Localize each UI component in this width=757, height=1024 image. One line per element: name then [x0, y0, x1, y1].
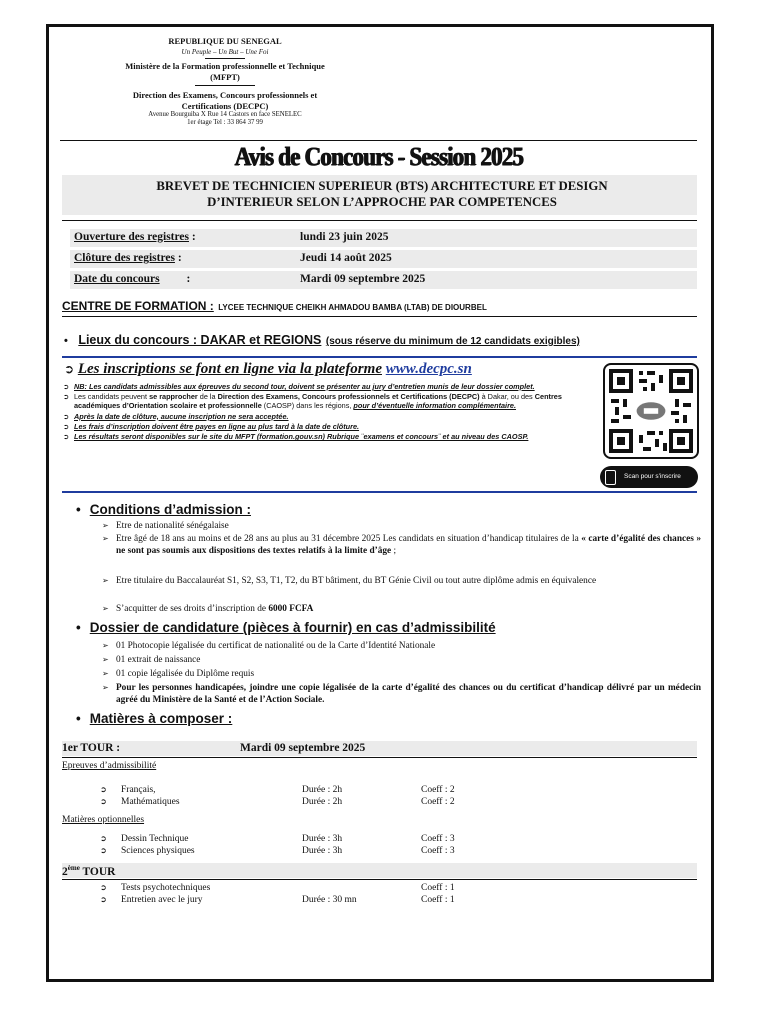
dossier-item [102, 682, 701, 707]
note-fees [63, 422, 593, 431]
tour1-date: Mardi 09 septembre 2025 [240, 742, 366, 754]
dossier-title: Dossier de candidature (pièces à fournir) en cas d’admissibilité [89, 620, 496, 635]
condition-text: ne sont pas soumis aux dispositions des textes relatifs à la limite d’âge [116, 546, 392, 557]
subject-name: Dessin Technique [121, 834, 189, 844]
arrow-icon: ➲ [100, 883, 107, 892]
ministry-name: Ministère de la Formation professionnelle et Technique (MFPT) [125, 61, 325, 82]
phone-icon [605, 470, 616, 485]
condition-text: ; [393, 546, 397, 557]
admissibilite-label: Epreuves d’admissibilité [62, 761, 157, 771]
qr-code[interactable] [603, 363, 699, 459]
arrow-icon: ➲ [100, 785, 107, 794]
condition-item [102, 520, 701, 532]
note-text: à Dakar, ou des [481, 392, 533, 402]
arrow-icon: ➲ [100, 797, 107, 806]
note-text: Les résultats seront disponibles sur le site du MFPT (formation.gouv.sn) Rubrique ¨examens et concours¨ et au niveau des CAOSP. [74, 432, 529, 442]
chevron-right-icon: ➢ [102, 683, 109, 692]
note-contact [63, 392, 593, 410]
matieres-heading [76, 711, 232, 726]
note-text: de la [199, 392, 216, 402]
arrow-icon: ➲ [63, 382, 70, 391]
subject-name: Entretien avec le jury [121, 895, 203, 905]
decpc-link[interactable]: www.decpc.sn [385, 361, 472, 377]
note-text: Les candidats peuvent [74, 392, 148, 402]
conditions-title: Conditions d’admission : [89, 502, 251, 517]
dossier-text: 01 copie légalisée du Diplôme requis [116, 669, 255, 679]
subject-coeff: Coeff : 3 [421, 834, 455, 844]
arrow-icon: ➲ [100, 895, 107, 904]
floor-tel: 1er étage Tel : 33 864 37 99 [187, 119, 263, 126]
condition-text: Etre titulaire du Baccalauréat S1, S2, S3, T1, T2, du BT bâtiment, du BT Génie Civil ou tout autre diplôme admis en équivalence [116, 576, 597, 586]
rule [62, 757, 697, 758]
date-row-exam [74, 273, 190, 285]
date-row-opening [74, 231, 196, 243]
subject-duree: Durée : 3h [302, 834, 343, 844]
date-label: Ouverture des registres [74, 231, 189, 243]
tour2-label [62, 864, 115, 878]
rule [62, 879, 697, 880]
bullet-icon: • [76, 711, 81, 726]
inscriptions-line [64, 361, 472, 378]
subject-duree: Durée : 2h [302, 797, 343, 807]
note-text: Après la date de clôture, aucune inscription ne sera acceptée. [74, 411, 289, 421]
scan-label: Scan pour s'inscrire [624, 473, 681, 480]
lieux-label: Lieux du concours : DAKAR et REGIONS [78, 333, 322, 347]
date-value: lundi 23 juin 2025 [300, 231, 389, 243]
centre-label: CENTRE DE FORMATION : [62, 299, 214, 313]
chevron-right-icon: ➢ [102, 604, 109, 613]
program-line-2: D’INTERIEUR SELON L’APPROCHE PAR COMPETENCES [207, 195, 557, 209]
condition-text: Etre de nationalité sénégalaise [116, 521, 229, 531]
tour2-rest: TOUR [79, 865, 116, 878]
note-results [63, 432, 593, 441]
chevron-right-icon: ➢ [102, 669, 109, 678]
condition-text: S’acquitter de ses droits d’inscription de [116, 604, 267, 614]
matieres-title: Matières à composer : [89, 711, 233, 726]
divider [195, 85, 255, 86]
subject-name: Mathématiques [121, 797, 180, 807]
chevron-right-icon: ➢ [102, 534, 109, 543]
note-text: Centres académiques d’Orientation scolaire et professionnelle [74, 392, 562, 411]
tour1-label: 1er TOUR : [62, 742, 121, 754]
blue-rule [62, 491, 697, 493]
dossier-text: Pour les personnes handicapées, joindre une copie légalisée de la carte d’égalité des chances ou du certificat d’handicap délivré par un médecin agréé du Ministère de la Santé et de l’Action Sociale. [116, 683, 701, 706]
note-text: Direction des Examens, Concours professionnels et Certifications (DECPC) [217, 392, 480, 402]
note-nb [63, 382, 593, 391]
chevron-right-icon: ➢ [102, 641, 109, 650]
arrow-icon: ➲ [100, 834, 107, 843]
bullet-icon: • [76, 502, 81, 517]
subject-duree: Durée : 3h [302, 846, 343, 856]
optionnelles-label: Matières optionnelles [62, 815, 145, 825]
subject-coeff: Coeff : 3 [421, 846, 455, 856]
condition-item [102, 603, 701, 615]
note-after [63, 412, 593, 421]
dossier-text: 01 Photocopie légalisée du certificat de nationalité ou de la Carte d’Identité Nationale [116, 641, 436, 651]
qr-code-icon [607, 367, 695, 455]
arrow-icon: ➲ [63, 432, 70, 442]
arrow-icon: ➲ [63, 392, 70, 402]
page-title: Avis de Concours - Session 2025 [234, 142, 523, 171]
arrow-icon: ➲ [63, 421, 70, 431]
program-title [62, 178, 702, 210]
subject-duree: Durée : 2h [302, 785, 343, 795]
motto: Un Peuple – Un But – Une Foi [181, 47, 269, 56]
conditions-heading [76, 502, 251, 517]
note-text: se rapprocher [149, 392, 198, 402]
dossier-heading [76, 620, 496, 635]
lieux-note: (sous réserve du minimum de 12 candidats exigibles) [325, 336, 580, 347]
subject-name: Tests psychotechniques [121, 883, 211, 893]
address: Avenue Bourguiba X Rue 14 Castors en face SENELEC [148, 111, 302, 118]
date-row-closing [74, 252, 182, 264]
note-text: Les frais d’inscription doivent être payes en ligne au plus tard à la date de clôture. [74, 421, 360, 431]
bullet-icon: • [64, 335, 68, 347]
scan-badge[interactable] [600, 466, 698, 488]
notes-block [63, 382, 593, 441]
dossier-text: 01 extrait de naissance [116, 655, 201, 665]
arrow-icon: ➲ [100, 846, 107, 855]
chevron-right-icon: ➢ [102, 576, 109, 585]
republic-title: REPUBLIQUE DU SENEGAL [168, 36, 282, 46]
arrow-icon: ➲ [63, 411, 70, 421]
lieux-line [64, 331, 580, 349]
dossier-item [102, 654, 701, 666]
dossier-item [102, 640, 701, 652]
condition-text: 6000 FCFA [268, 604, 314, 614]
rule [62, 316, 697, 317]
tour-band [62, 741, 697, 756]
arrow-icon: ➲ [64, 362, 75, 376]
centre-line [62, 297, 487, 315]
program-line-1: BREVET DE TECHNICIEN SUPERIEUR (BTS) ARCHITECTURE ET DESIGN [156, 179, 608, 193]
bullet-icon: • [76, 620, 81, 635]
chevron-right-icon: ➢ [102, 655, 109, 664]
note-text: (CAOSP) dans les régions, [263, 401, 352, 411]
centre-value: LYCEE TECHNIQUE CHEIKH AHMADOU BAMBA (LTAB) DE DIOURBEL [218, 303, 487, 312]
subject-coeff: Coeff : 1 [421, 883, 455, 893]
date-value: Mardi 09 septembre 2025 [300, 273, 426, 285]
tour-band [62, 863, 697, 878]
condition-text: Etre âgé de 18 ans au moins et de 28 ans au plus au 31 décembre 2025 Les candidats en situation d’handicap titulaires de la [116, 534, 579, 544]
subject-name: Français, [121, 785, 156, 795]
note-text: pour d’éventuelle information complémentaire. [353, 401, 517, 411]
note-text: NB: Les candidats admissibles aux épreuves du second tour, doivent se présenter au jury d’entretien munis de leur dossier complet. [74, 382, 535, 391]
condition-text: « carte d’égalité des chances » [581, 534, 701, 544]
rule [60, 140, 697, 141]
date-label: Clôture des registres [74, 252, 175, 264]
date-label: Date du concours [74, 273, 160, 285]
condition-item [102, 575, 701, 587]
colon: : [186, 273, 191, 285]
direction-name: Direction des Examens, Concours professionnels et Certifications (DECPC) [132, 90, 318, 111]
tour2-sup: ème [67, 864, 80, 872]
colon: : [191, 231, 196, 243]
rule [62, 220, 697, 221]
subject-duree: Durée : 30 mn [302, 895, 357, 905]
subject-coeff: Coeff : 1 [421, 895, 455, 905]
tour2-num: 2 [62, 865, 68, 878]
subject-coeff: Coeff : 2 [421, 785, 455, 795]
inscriptions-text: Les inscriptions se font en ligne via la plateforme [77, 361, 382, 377]
chevron-right-icon: ➢ [102, 521, 109, 530]
subject-name: Sciences physiques [121, 846, 195, 856]
colon: : [177, 252, 182, 264]
blue-rule [62, 356, 697, 358]
divider [205, 58, 245, 59]
subject-coeff: Coeff : 2 [421, 797, 455, 807]
condition-item [102, 533, 701, 558]
date-value: Jeudi 14 août 2025 [300, 252, 392, 264]
dossier-item [102, 668, 701, 680]
letterhead [60, 36, 390, 127]
